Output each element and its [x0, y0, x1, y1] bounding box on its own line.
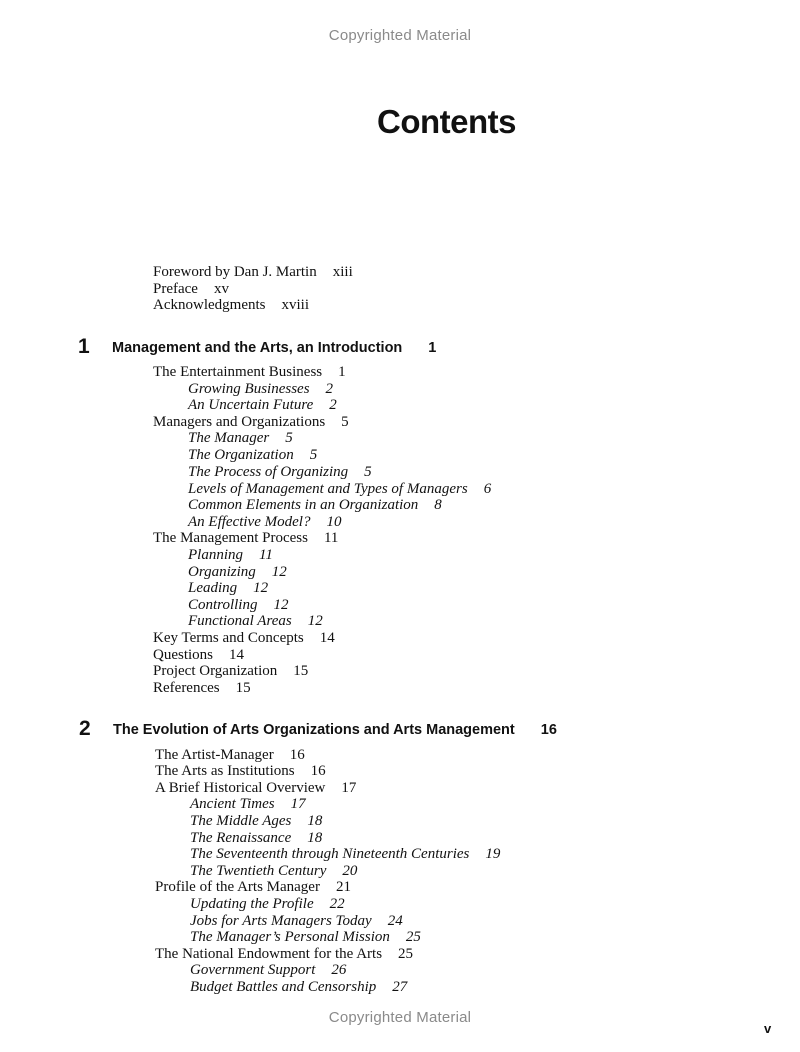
toc-entry-title: An Uncertain Future: [188, 397, 314, 413]
toc-entry-page: 5: [341, 414, 349, 430]
toc-entry-title: The National Endowment for the Arts: [155, 946, 383, 962]
toc-entry-title: The Manager: [188, 430, 270, 446]
toc-entry-page: 17: [341, 780, 357, 796]
toc-entry-page: 8: [434, 497, 442, 513]
toc-entry[interactable]: [153, 630, 335, 647]
toc-entry-title: Organizing: [188, 564, 256, 580]
toc-entry-page: 27: [392, 979, 408, 995]
toc-subentry[interactable]: [188, 597, 288, 614]
toc-entry-page: 15: [293, 663, 309, 679]
toc-entry-title: The Entertainment Business: [153, 364, 323, 380]
toc-entry-title: Updating the Profile: [190, 896, 314, 912]
toc-entry-page: 16: [289, 747, 305, 763]
toc-entry[interactable]: [155, 879, 351, 896]
toc-subentry[interactable]: [190, 929, 421, 946]
toc-entry-page: 18: [307, 813, 323, 829]
toc-entry-page: 25: [398, 946, 414, 962]
toc-subentry[interactable]: [188, 447, 317, 464]
toc-entry[interactable]: [155, 946, 413, 963]
toc-entry-page: 12: [273, 597, 289, 613]
toc-entry-title: The Organization: [188, 447, 294, 463]
toc-subentry[interactable]: [190, 913, 403, 930]
toc-subentry[interactable]: [188, 397, 337, 414]
toc-entry-page: 2: [325, 381, 334, 397]
toc-entry-title: Key Terms and Concepts: [153, 630, 304, 646]
toc-entry-title: Preface: [153, 281, 198, 297]
toc-subentry[interactable]: [190, 863, 357, 880]
toc-subentry[interactable]: [188, 381, 333, 398]
toc-entry-title: A Brief Historical Overview: [155, 780, 326, 796]
toc-entry-page: 20: [342, 863, 358, 879]
toc-entry-title: The Renaissance: [190, 830, 292, 846]
toc-subentry[interactable]: [190, 979, 407, 996]
toc-subentry[interactable]: [188, 547, 273, 564]
toc-subentry[interactable]: [190, 896, 345, 913]
toc-entry-title: The Process of Organizing: [188, 464, 349, 480]
toc-entry-title: Foreword by Dan J. Martin: [153, 264, 317, 280]
toc-entry-title: Functional Areas: [188, 613, 292, 629]
toc-entry[interactable]: [153, 414, 349, 431]
toc-entry-page: 12: [253, 580, 269, 596]
toc-entry-title: The Manager’s Personal Mission: [190, 929, 390, 945]
toc-entry-page: 10: [326, 514, 342, 530]
toc-subentry[interactable]: [188, 580, 268, 597]
toc-entry-page: 5: [285, 430, 293, 446]
toc-subentry[interactable]: [188, 464, 372, 481]
toc-entry-title: The Arts as Institutions: [155, 763, 295, 779]
toc-entry[interactable]: [153, 297, 309, 314]
toc-entry[interactable]: [153, 530, 338, 547]
toc-entry-page: xv: [213, 281, 229, 297]
toc-entry-page: 5: [309, 447, 318, 463]
toc-entry-page: 19: [485, 846, 501, 862]
toc-entry-page: 11: [323, 530, 339, 546]
toc-entry-title: Levels of Management and Types of Managers: [188, 481, 468, 497]
chapter-title-text: The Evolution of Arts Organizations and Arts Management: [113, 722, 515, 738]
toc-subentry[interactable]: [190, 962, 346, 979]
toc-entry-page: 1: [338, 364, 346, 380]
chapter-page: 16: [540, 722, 557, 738]
toc-entry[interactable]: [155, 747, 305, 764]
toc-entry[interactable]: [155, 780, 356, 797]
toc-entry-title: The Middle Ages: [190, 813, 292, 829]
toc-entry[interactable]: [153, 663, 308, 680]
chapter-title[interactable]: [113, 721, 557, 739]
toc-entry-page: 26: [331, 962, 347, 978]
page-title: Contents: [377, 103, 516, 140]
chapter-title[interactable]: [112, 339, 436, 357]
toc-subentry[interactable]: [188, 514, 341, 531]
toc-entry-page: 24: [387, 913, 403, 929]
toc-entry-page: xviii: [281, 297, 309, 313]
chapter-number: 2: [79, 717, 91, 740]
toc-subentry[interactable]: [190, 846, 500, 863]
toc-entry-title: Managers and Organizations: [153, 414, 326, 430]
copyright-watermark-top: Copyrighted Material: [328, 27, 472, 44]
chapter-number: 1: [78, 335, 90, 358]
page-number: v: [764, 1021, 772, 1036]
toc-entry-title: Controlling: [188, 597, 258, 613]
toc-entry-title: Growing Businesses: [188, 381, 310, 397]
toc-entry-title: Budget Battles and Censorship: [190, 979, 377, 995]
chapter-page: 1: [428, 340, 437, 356]
toc-entry-title: Jobs for Arts Managers Today: [190, 913, 372, 929]
toc-entry-title: Ancient Times: [190, 796, 275, 812]
toc-entry-title: The Twentieth Century: [190, 863, 327, 879]
toc-entry-page: 6: [483, 481, 492, 497]
toc-entry-page: 12: [271, 564, 287, 580]
toc-subentry[interactable]: [190, 830, 322, 847]
toc-subentry[interactable]: [188, 613, 323, 630]
toc-subentry[interactable]: [188, 481, 491, 498]
toc-entry-page: 21: [335, 879, 351, 895]
toc-entry-page: xiii: [332, 264, 353, 280]
toc-entry-page: 2: [329, 397, 337, 413]
toc-entry[interactable]: [153, 364, 346, 381]
toc-entry-page: 18: [307, 830, 323, 846]
toc-subentry[interactable]: [188, 564, 287, 581]
toc-entry-title: The Artist-Manager: [155, 747, 274, 763]
toc-entry-title: References: [153, 680, 220, 696]
toc-entry-page: 25: [405, 929, 421, 945]
toc-entry-title: The Seventeenth through Nineteenth Centuries: [190, 846, 470, 862]
toc-entry-title: Questions: [153, 647, 213, 663]
toc-entry-title: Leading: [188, 580, 238, 596]
toc-entry-page: 16: [310, 763, 326, 779]
toc-entry[interactable]: [153, 647, 244, 664]
toc-entry-title: Common Elements in an Organization: [188, 497, 419, 513]
toc-entry[interactable]: [155, 763, 326, 780]
toc-entry-title: Planning: [188, 547, 243, 563]
toc-subentry[interactable]: [188, 430, 293, 447]
toc-entry-page: 12: [307, 613, 323, 629]
toc-entry-page: 11: [259, 547, 273, 563]
toc-entry-title: An Effective Model?: [188, 514, 311, 530]
toc-entry-title: The Management Process: [153, 530, 308, 546]
toc-subentry[interactable]: [188, 497, 442, 514]
toc-entry-title: Project Organization: [153, 663, 278, 679]
toc-entry-page: 5: [364, 464, 372, 480]
toc-entry[interactable]: [153, 680, 251, 697]
toc-entry-page: 17: [290, 796, 306, 812]
toc-subentry[interactable]: [190, 813, 322, 830]
toc-entry-page: 22: [329, 896, 345, 912]
toc-entry-page: 15: [235, 680, 251, 696]
toc-entry[interactable]: [153, 264, 353, 281]
toc-subentry[interactable]: [190, 796, 306, 813]
toc-entry-title: Government Support: [190, 962, 316, 978]
toc-entry-page: 14: [229, 647, 244, 663]
toc-entry-title: Profile of the Arts Manager: [155, 879, 320, 895]
copyright-watermark-bottom: Copyrighted Material: [328, 1009, 472, 1026]
chapter-title-text: Management and the Arts, an Introduction: [112, 340, 403, 356]
toc-entry-page: 14: [319, 630, 335, 646]
toc-entry-title: Acknowledgments: [153, 297, 266, 313]
toc-entry[interactable]: [153, 281, 229, 298]
